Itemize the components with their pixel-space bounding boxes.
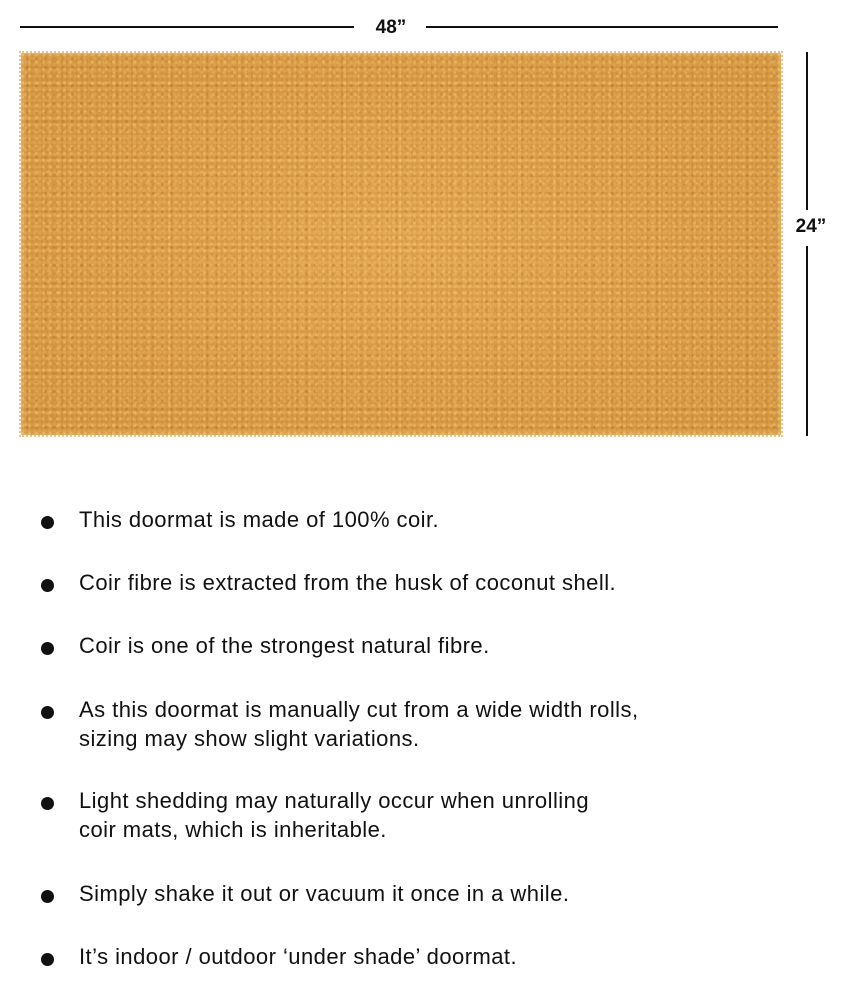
bullet-icon: [41, 953, 54, 966]
bullet-icon: [41, 516, 54, 529]
width-dimension-line-left: [20, 26, 354, 28]
feature-text: Simply shake it out or vacuum it once in a while.: [79, 881, 570, 906]
bullet-icon: [41, 706, 54, 719]
width-dimension: [20, 14, 778, 48]
height-dimension: [786, 52, 844, 438]
coir-doormat-image: [21, 53, 781, 435]
feature-text: Coir fibre is extracted from the husk of coconut shell.: [79, 570, 617, 595]
feature-text: Light shedding may naturally occur when unrolling coir mats, which is inheritable.: [79, 788, 590, 842]
bullet-icon: [41, 642, 54, 655]
bullet-icon: [41, 797, 54, 810]
height-dimension-label: 24”: [795, 216, 827, 237]
width-dimension-label: 48”: [375, 17, 407, 38]
height-dimension-line-bottom: [806, 246, 808, 436]
feature-text: Coir is one of the strongest natural fibre.: [79, 633, 490, 658]
height-dimension-line-top: [806, 52, 808, 210]
bullet-icon: [41, 579, 54, 592]
feature-text: This doormat is made of 100% coir.: [79, 507, 440, 532]
feature-text: As this doormat is manually cut from a wide width rolls, sizing may show slight variations.: [79, 697, 639, 751]
feature-text: It’s indoor / outdoor ‘under shade’ doormat.: [79, 944, 518, 969]
bullet-icon: [41, 890, 54, 903]
width-dimension-line-right: [426, 26, 778, 28]
